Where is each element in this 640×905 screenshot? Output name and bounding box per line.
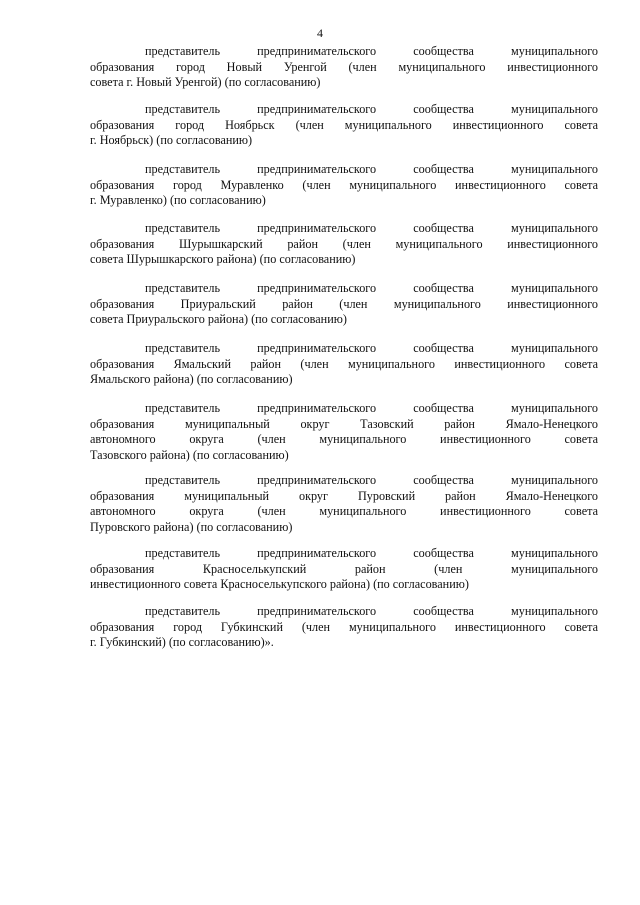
paragraph-line: г. Ноябрьск) (по согласованию) <box>90 133 253 148</box>
paragraph-line: инвестиционного совета Красноселькупского района) (по согласованию) <box>90 577 469 592</box>
paragraph-line: образования муниципальный округ Пуровский район Ямало-Ненецкого <box>90 488 598 503</box>
paragraph-line: образования Приуральский район (член муниципального инвестиционного <box>90 296 598 311</box>
paragraph-item <box>90 102 598 149</box>
paragraph-line: представитель предпринимательского сообщества муниципального <box>145 162 598 176</box>
paragraph-item <box>90 604 598 651</box>
paragraph-line: образования город Новый Уренгой (член муниципального инвестиционного <box>90 59 598 74</box>
paragraph-line: автономного округа (член муниципального инвестиционного совета <box>90 432 598 447</box>
paragraph-item <box>90 281 598 328</box>
paragraph-line: представитель предпринимательского сообщества муниципального <box>145 473 598 487</box>
paragraph-line: совета г. Новый Уренгой) (по согласованию) <box>90 75 321 90</box>
paragraph-item <box>90 221 598 268</box>
paragraph-line: образования город Губкинский (член муниципального инвестиционного совета <box>90 619 598 634</box>
paragraph-line: совета Шурышкарского района) (по согласованию) <box>90 252 356 267</box>
paragraph-line: представитель предпринимательского сообщества муниципального <box>145 102 598 116</box>
page-number: 4 <box>317 26 323 40</box>
paragraph-line: Ямальского района) (по согласованию) <box>90 372 293 387</box>
paragraph-line: образования Красноселькупский район (член муниципального <box>90 561 598 576</box>
paragraph-line: образования Ямальский район (член муниципального инвестиционного совета <box>90 356 598 371</box>
paragraph-line: Пуровского района) (по согласованию) <box>90 519 293 534</box>
paragraph-line: Тазовского района) (по согласованию) <box>90 447 289 462</box>
paragraph-line: совета Приуральского района) (по согласованию) <box>90 312 347 327</box>
paragraph-line: представитель предпринимательского сообщества муниципального <box>145 401 598 415</box>
paragraph-line: образования город Муравленко (член муниципального инвестиционного совета <box>90 177 598 192</box>
paragraph-item <box>90 162 598 209</box>
paragraph-item <box>90 341 598 388</box>
paragraph-line: образования муниципальный округ Тазовский район Ямало-Ненецкого <box>90 416 598 431</box>
paragraph-item <box>90 473 598 535</box>
paragraph-line: представитель предпринимательского сообщества муниципального <box>145 44 598 58</box>
paragraph-line: г. Губкинский) (по согласованию)». <box>90 635 274 650</box>
paragraph-item <box>90 401 598 463</box>
paragraph-item <box>90 546 598 593</box>
paragraph-line: автономного округа (член муниципального инвестиционного совета <box>90 504 598 519</box>
paragraph-line: представитель предпринимательского сообщества муниципального <box>145 546 598 560</box>
paragraph-line: г. Муравленко) (по согласованию) <box>90 193 266 208</box>
paragraph-line: образования Шурышкарский район (член муниципального инвестиционного <box>90 236 598 251</box>
paragraph-line: образования город Ноябрьск (член муниципального инвестиционного совета <box>90 117 598 132</box>
paragraph-line: представитель предпринимательского сообщества муниципального <box>145 221 598 235</box>
paragraph-item <box>90 44 598 91</box>
paragraph-line: представитель предпринимательского сообщества муниципального <box>145 604 598 618</box>
paragraph-line: представитель предпринимательского сообщества муниципального <box>145 341 598 355</box>
paragraph-line: представитель предпринимательского сообщества муниципального <box>145 281 598 295</box>
